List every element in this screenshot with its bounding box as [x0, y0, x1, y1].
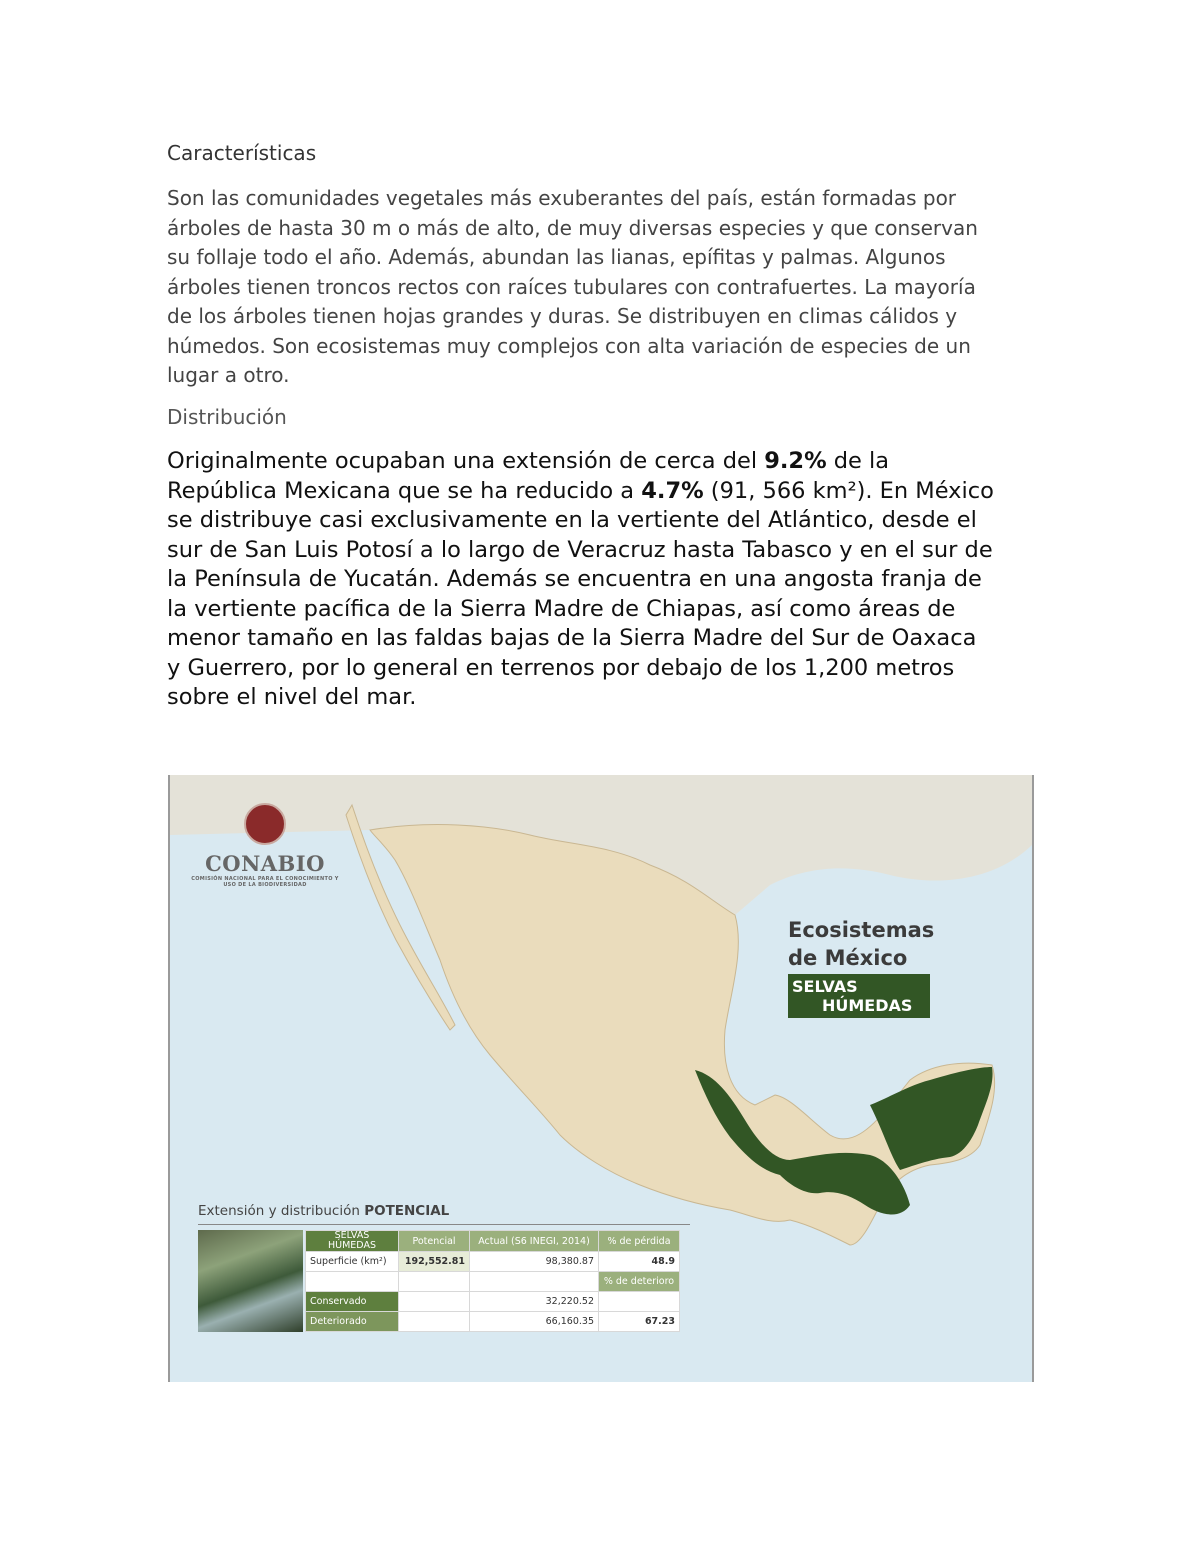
paragraph-line: se distribuye casi exclusivamente en la vertiente del Atlántico, desde el: [167, 507, 977, 533]
paragraph-line: árboles tienen troncos rectos con raíces tubulares con contrafuertes. La mayoría: [167, 274, 976, 299]
cell-conservado-actual: 32,220.52: [470, 1292, 599, 1312]
percent-current: 4.7%: [641, 477, 704, 504]
paragraph-line: la Península de Yucatán. Además se encuentra en una angosta franja de: [167, 566, 982, 592]
table-cell: [599, 1292, 680, 1312]
paragraph-line: menor tamaño en las faldas bajas de la Sierra Madre del Sur de Oaxaca: [167, 625, 977, 651]
caracteristicas-paragraph: [167, 184, 1047, 391]
rainforest-photo: [198, 1230, 303, 1332]
row-label-conservado: Conservado: [306, 1292, 399, 1312]
paragraph-line: la vertiente pacífica de la Sierra Madre de Chiapas, así como áreas de: [167, 595, 956, 622]
col-header-perdida: % de pérdida: [599, 1231, 680, 1252]
row-label-deteriorado: Deteriorado: [306, 1312, 399, 1332]
cell-superficie-actual: 98,380.87: [470, 1252, 599, 1272]
ecosystem-map-figure: [168, 775, 1034, 1382]
paragraph-line: lugar a otro.: [167, 363, 290, 387]
table-row: [306, 1312, 680, 1332]
paragraph-line: húmedos. Son ecosistemas muy complejos con alta variación de especies de un: [167, 333, 971, 358]
paragraph-line: y Guerrero, por lo general en terrenos por debajo de los 1,200 metros: [167, 654, 955, 681]
table-row: [306, 1231, 680, 1252]
conabio-logo: [190, 803, 340, 888]
paragraph-line: de los árboles tienen hojas grandes y duras. Se distribuyen en climas cálidos y: [167, 304, 958, 328]
paragraph-line: Son las comunidades vegetales más exuberantes del país, están formadas por: [167, 186, 957, 210]
paragraph-line: árboles de hasta 30 m o más de alto, de muy diversas especies y que conservan: [167, 215, 978, 240]
table-cell: [306, 1272, 399, 1292]
col-header-potencial: Potencial: [399, 1231, 470, 1252]
extension-table-title: Extensión y distribución POTENCIAL: [198, 1203, 450, 1219]
cell-deteriorado-actual: 66,160.35: [470, 1312, 599, 1332]
distribucion-paragraph: [167, 447, 1047, 713]
percent-original: 9.2%: [764, 448, 827, 474]
col-header-actual: Actual (S6 INEGI, 2014): [470, 1231, 599, 1252]
table-cell: [399, 1272, 470, 1292]
conabio-seal-icon: [244, 803, 286, 845]
extension-table: [305, 1230, 680, 1332]
paragraph-line: República Mexicana que se ha reducido a 4.7% (91, 566 km²). En México: [167, 477, 994, 504]
ecosystem-badge: SELVAS HÚMEDAS: [788, 974, 930, 1018]
row-label-superficie: Superficie (km²): [306, 1252, 399, 1272]
cell-superficie-potencial: 192,552.81: [399, 1252, 470, 1272]
paragraph-line: sobre el nivel del mar.: [167, 684, 417, 710]
section-heading-caracteristicas: Características: [167, 141, 317, 165]
cell-deteriorado-pct: 67.23: [599, 1312, 680, 1332]
table-row: [306, 1292, 680, 1312]
table-cell: [470, 1272, 599, 1292]
paragraph-line: sur de San Luis Potosí a lo largo de Veracruz hasta Tabasco y en el sur de: [167, 536, 993, 563]
table-cell: [399, 1312, 470, 1332]
paragraph-line: Originalmente ocupaban una extensión de cerca del 9.2% de la: [167, 448, 890, 474]
table-row: [306, 1272, 680, 1292]
table-corner: SELVAS HÚMEDAS: [306, 1231, 399, 1252]
conabio-logo-subtitle: COMISIÓN NACIONAL PARA EL CONOCIMIENTO Y USO DE LA BIODIVERSIDAD: [191, 876, 339, 888]
cell-superficie-perdida: 48.9: [599, 1252, 680, 1272]
col-header-deterioro: % de deterioro: [599, 1272, 680, 1292]
table-cell: [399, 1292, 470, 1312]
paragraph-line: su follaje todo el año. Además, abundan las lianas, epífitas y palmas. Algunos: [167, 245, 946, 269]
conabio-logo-name: CONABIO: [205, 851, 325, 876]
divider: [198, 1224, 690, 1225]
section-heading-distribucion: Distribución: [167, 405, 287, 429]
table-row: [306, 1252, 680, 1272]
figure-title: Ecosistemas de México: [788, 918, 935, 970]
